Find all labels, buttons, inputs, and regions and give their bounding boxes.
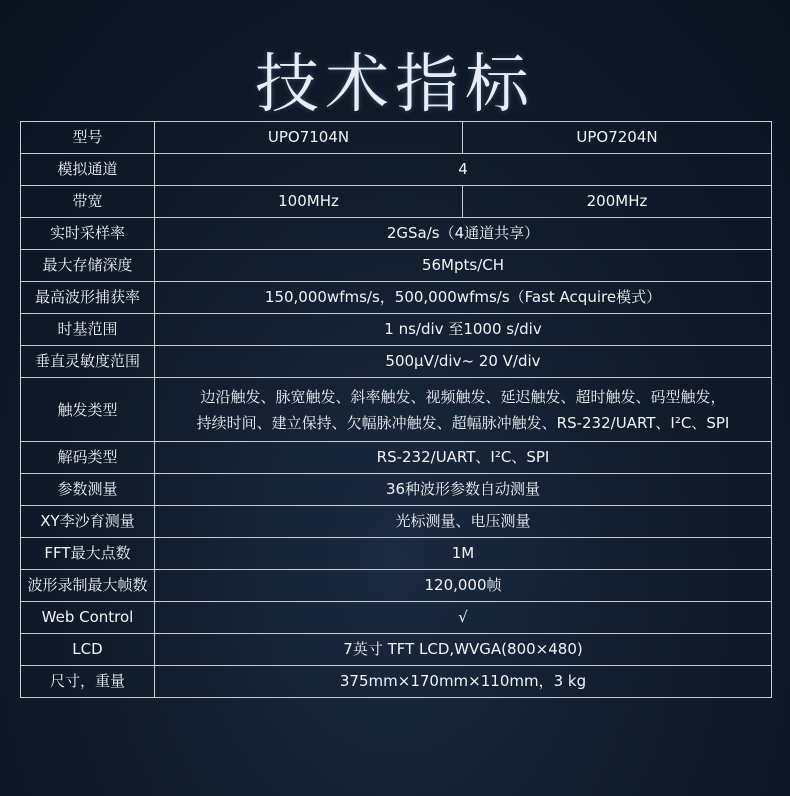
row-label: 最大存储深度 xyxy=(21,250,155,282)
row-value: 1 ns/div 至1000 s/div xyxy=(155,314,772,346)
row-label: 解码类型 xyxy=(21,442,155,474)
row-value xyxy=(155,378,772,442)
row-value: 100MHz xyxy=(155,186,463,218)
row-value: 500µV/div~ 20 V/div xyxy=(155,346,772,378)
row-label: 模拟通道 xyxy=(21,154,155,186)
row-value: 56Mpts/CH xyxy=(155,250,772,282)
model-cell: UPO7104N xyxy=(155,122,463,154)
table-row xyxy=(21,538,772,570)
row-label: 最高波形捕获率 xyxy=(21,282,155,314)
page-title: 技术指标 xyxy=(255,47,535,122)
table-row xyxy=(21,602,772,634)
table-row xyxy=(21,634,772,666)
model-cell: UPO7204N xyxy=(463,122,772,154)
row-value: 4 xyxy=(155,154,772,186)
table-row xyxy=(21,474,772,506)
table-row xyxy=(21,218,772,250)
row-value: 光标测量、电压测量 xyxy=(155,506,772,538)
row-value: √ xyxy=(155,602,772,634)
row-value: 200MHz xyxy=(463,186,772,218)
row-value: 7英寸 TFT LCD,WVGA(800×480) xyxy=(155,634,772,666)
row-label: LCD xyxy=(21,634,155,666)
row-label: 波形录制最大帧数 xyxy=(21,570,155,602)
trigger-line-2: 持续时间、建立保持、欠幅脉冲触发、超幅脉冲触发、RS-232/UART、I²C、SPI xyxy=(196,413,730,432)
table-row xyxy=(21,666,772,698)
row-label: 型号 xyxy=(21,122,155,154)
spec-table xyxy=(20,121,772,698)
row-label: 实时采样率 xyxy=(21,218,155,250)
table-row xyxy=(21,314,772,346)
table-row xyxy=(21,250,772,282)
row-label: FFT最大点数 xyxy=(21,538,155,570)
row-value: 120,000帧 xyxy=(155,570,772,602)
row-value: 2GSa/s（4通道共享） xyxy=(155,218,772,250)
table-row xyxy=(21,186,772,218)
row-value: 375mm×170mm×110mm，3 kg xyxy=(155,666,772,698)
table-row xyxy=(21,442,772,474)
row-value: 150,000wfms/s，500,000wfms/s（Fast Acquire模式） xyxy=(155,282,772,314)
row-value: 1M xyxy=(155,538,772,570)
table-row xyxy=(21,506,772,538)
table-row xyxy=(21,570,772,602)
row-label: 参数测量 xyxy=(21,474,155,506)
table-row-model xyxy=(21,122,772,154)
table-row xyxy=(21,154,772,186)
row-label: XY李沙育测量 xyxy=(21,506,155,538)
trigger-line-1: 边沿触发、脉宽触发、斜率触发、视频触发、延迟触发、超时触发、码型触发， xyxy=(200,387,726,406)
row-value: 36种波形参数自动测量 xyxy=(155,474,772,506)
table-row xyxy=(21,346,772,378)
row-label: 尺寸，重量 xyxy=(21,666,155,698)
row-label: 触发类型 xyxy=(21,378,155,442)
row-label: 带宽 xyxy=(21,186,155,218)
table-row xyxy=(21,282,772,314)
row-label: Web Control xyxy=(21,602,155,634)
row-label: 垂直灵敏度范围 xyxy=(21,346,155,378)
row-value: RS-232/UART、I²C、SPI xyxy=(155,442,772,474)
table-row xyxy=(21,378,772,442)
row-label: 时基范围 xyxy=(21,314,155,346)
